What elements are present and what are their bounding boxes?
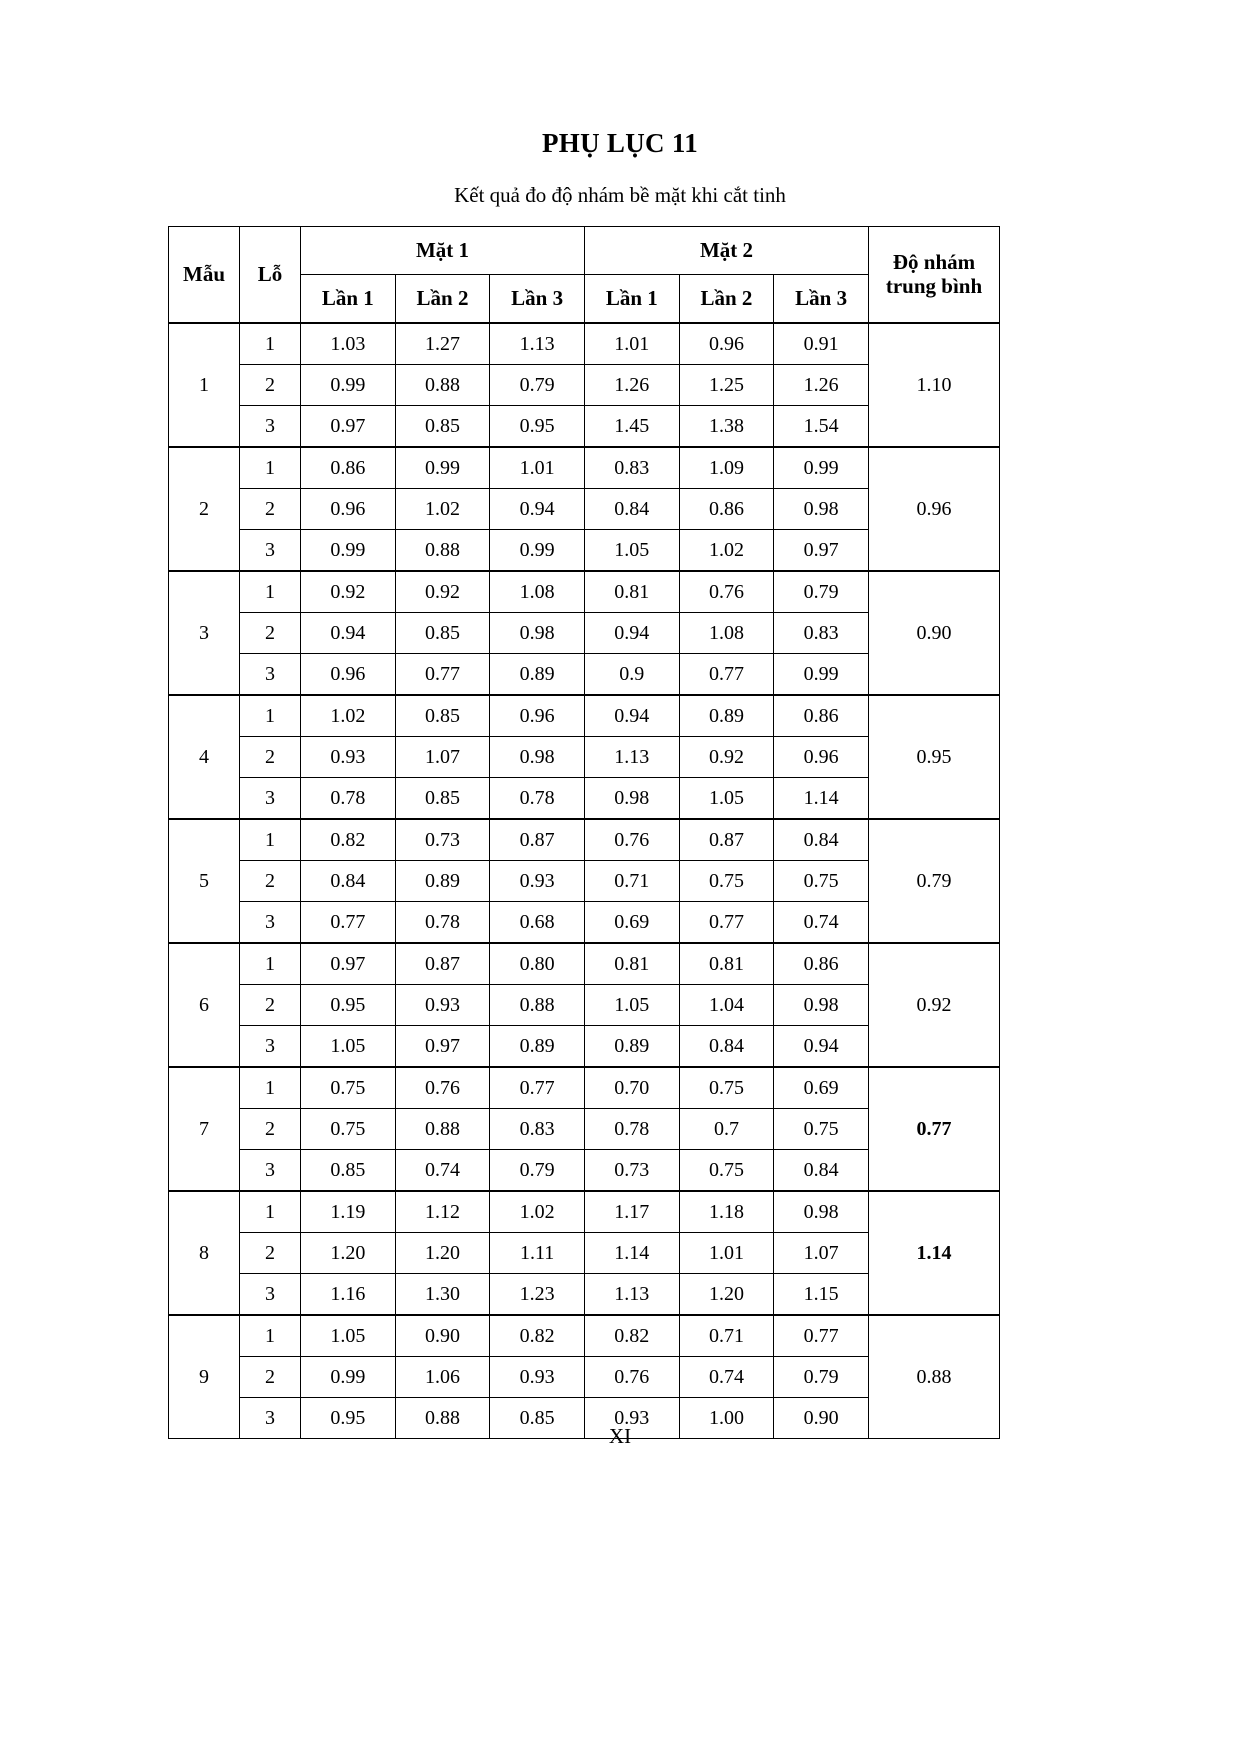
cell-hole: 1 xyxy=(240,1067,301,1109)
cell-sample: 5 xyxy=(169,819,240,943)
cell-measurement-face2-trial3: 0.74 xyxy=(774,902,869,944)
cell-measurement-face1-trial2: 0.74 xyxy=(395,1150,490,1192)
cell-measurement-face2-trial2: 0.96 xyxy=(679,323,774,365)
cell-measurement-face1-trial3: 0.78 xyxy=(490,778,585,820)
header-average-line-2: trung bình xyxy=(885,273,983,298)
cell-sample: 9 xyxy=(169,1315,240,1439)
cell-measurement-face2-trial3: 0.99 xyxy=(774,447,869,489)
cell-measurement-face1-trial1: 0.92 xyxy=(301,571,396,613)
cell-measurement-face2-trial3: 0.86 xyxy=(774,943,869,985)
header-face1-trial-1: Lần 1 xyxy=(301,275,396,324)
cell-measurement-face2-trial3: 1.26 xyxy=(774,365,869,406)
cell-measurement-face2-trial2: 1.05 xyxy=(679,778,774,820)
cell-measurement-face2-trial3: 0.86 xyxy=(774,695,869,737)
cell-measurement-face1-trial2: 1.07 xyxy=(395,737,490,778)
cell-hole: 1 xyxy=(240,819,301,861)
cell-measurement-face1-trial3: 0.99 xyxy=(490,530,585,572)
cell-measurement-face2-trial3: 0.97 xyxy=(774,530,869,572)
table-head xyxy=(169,227,1000,324)
cell-measurement-face2-trial1: 0.94 xyxy=(584,695,679,737)
cell-measurement-face2-trial2: 1.20 xyxy=(679,1274,774,1316)
cell-measurement-face1-trial2: 0.88 xyxy=(395,1109,490,1150)
cell-measurement-face2-trial3: 0.69 xyxy=(774,1067,869,1109)
cell-measurement-face2-trial3: 0.79 xyxy=(774,1357,869,1398)
cell-measurement-face1-trial2: 0.92 xyxy=(395,571,490,613)
cell-hole: 3 xyxy=(240,654,301,696)
cell-average-roughness: 1.10 xyxy=(869,323,1000,447)
cell-measurement-face2-trial3: 0.98 xyxy=(774,489,869,530)
cell-hole: 1 xyxy=(240,571,301,613)
cell-measurement-face2-trial2: 1.02 xyxy=(679,530,774,572)
cell-hole: 2 xyxy=(240,613,301,654)
cell-measurement-face1-trial3: 0.79 xyxy=(490,1150,585,1192)
table-body xyxy=(169,323,1000,1439)
cell-hole: 1 xyxy=(240,323,301,365)
cell-measurement-face2-trial3: 0.90 xyxy=(774,1398,869,1439)
cell-measurement-face1-trial1: 1.20 xyxy=(301,1233,396,1274)
cell-measurement-face1-trial1: 0.75 xyxy=(301,1109,396,1150)
cell-measurement-face2-trial1: 0.94 xyxy=(584,613,679,654)
cell-hole: 1 xyxy=(240,1315,301,1357)
cell-sample: 4 xyxy=(169,695,240,819)
table-row xyxy=(169,1067,1000,1109)
cell-average-roughness: 0.92 xyxy=(869,943,1000,1067)
cell-measurement-face1-trial2: 0.93 xyxy=(395,985,490,1026)
cell-measurement-face1-trial3: 1.11 xyxy=(490,1233,585,1274)
cell-average-roughness: 0.95 xyxy=(869,695,1000,819)
cell-measurement-face1-trial1: 0.95 xyxy=(301,985,396,1026)
cell-measurement-face1-trial1: 0.96 xyxy=(301,654,396,696)
cell-measurement-face1-trial1: 0.99 xyxy=(301,1357,396,1398)
cell-measurement-face2-trial1: 0.76 xyxy=(584,819,679,861)
cell-hole: 3 xyxy=(240,530,301,572)
cell-measurement-face1-trial3: 0.89 xyxy=(490,654,585,696)
page-title: PHỤ LỤC 11 xyxy=(541,128,698,158)
cell-measurement-face2-trial3: 0.83 xyxy=(774,613,869,654)
cell-measurement-face1-trial1: 0.99 xyxy=(301,365,396,406)
cell-measurement-face2-trial1: 0.81 xyxy=(584,943,679,985)
cell-measurement-face2-trial2: 1.09 xyxy=(679,447,774,489)
cell-measurement-face1-trial1: 0.96 xyxy=(301,489,396,530)
cell-measurement-face2-trial1: 0.71 xyxy=(584,861,679,902)
cell-measurement-face1-trial2: 1.27 xyxy=(395,323,490,365)
cell-sample: 6 xyxy=(169,943,240,1067)
cell-measurement-face1-trial2: 0.85 xyxy=(395,613,490,654)
page-number: XI xyxy=(608,1424,632,1448)
cell-measurement-face1-trial2: 1.06 xyxy=(395,1357,490,1398)
cell-measurement-face2-trial2: 0.86 xyxy=(679,489,774,530)
cell-measurement-face2-trial3: 0.84 xyxy=(774,819,869,861)
cell-measurement-face1-trial3: 1.23 xyxy=(490,1274,585,1316)
cell-measurement-face2-trial1: 1.05 xyxy=(584,530,679,572)
cell-measurement-face2-trial1: 0.89 xyxy=(584,1026,679,1068)
cell-measurement-face2-trial1: 0.82 xyxy=(584,1315,679,1357)
header-face-1: Mặt 1 xyxy=(301,227,585,275)
cell-measurement-face1-trial2: 0.90 xyxy=(395,1315,490,1357)
cell-measurement-face1-trial1: 0.86 xyxy=(301,447,396,489)
cell-hole: 3 xyxy=(240,778,301,820)
cell-measurement-face2-trial2: 0.74 xyxy=(679,1357,774,1398)
cell-measurement-face2-trial3: 0.98 xyxy=(774,985,869,1026)
cell-measurement-face1-trial2: 0.89 xyxy=(395,861,490,902)
cell-measurement-face1-trial3: 0.98 xyxy=(490,613,585,654)
cell-measurement-face2-trial1: 1.13 xyxy=(584,737,679,778)
cell-hole: 2 xyxy=(240,489,301,530)
cell-hole: 2 xyxy=(240,365,301,406)
cell-measurement-face2-trial3: 0.91 xyxy=(774,323,869,365)
cell-measurement-face2-trial1: 0.83 xyxy=(584,447,679,489)
cell-measurement-face1-trial3: 0.89 xyxy=(490,1026,585,1068)
cell-sample: 8 xyxy=(169,1191,240,1315)
cell-measurement-face1-trial3: 0.80 xyxy=(490,943,585,985)
header-average xyxy=(869,227,1000,324)
cell-measurement-face2-trial1: 0.93 xyxy=(584,1398,679,1439)
cell-measurement-face2-trial1: 1.17 xyxy=(584,1191,679,1233)
cell-hole: 1 xyxy=(240,695,301,737)
cell-hole: 2 xyxy=(240,1109,301,1150)
cell-measurement-face1-trial2: 0.85 xyxy=(395,778,490,820)
header-row-top xyxy=(169,227,1000,275)
cell-measurement-face2-trial3: 0.75 xyxy=(774,1109,869,1150)
cell-measurement-face2-trial1: 0.70 xyxy=(584,1067,679,1109)
cell-measurement-face2-trial1: 1.13 xyxy=(584,1274,679,1316)
cell-sample: 1 xyxy=(169,323,240,447)
cell-measurement-face2-trial2: 0.75 xyxy=(679,1067,774,1109)
cell-hole: 1 xyxy=(240,447,301,489)
cell-measurement-face2-trial2: 0.77 xyxy=(679,654,774,696)
roughness-table xyxy=(168,226,1000,1439)
cell-measurement-face2-trial3: 0.94 xyxy=(774,1026,869,1068)
cell-measurement-face2-trial1: 1.05 xyxy=(584,985,679,1026)
cell-sample: 7 xyxy=(169,1067,240,1191)
cell-measurement-face2-trial1: 1.01 xyxy=(584,323,679,365)
header-sample: Mẫu xyxy=(169,227,240,324)
cell-measurement-face2-trial3: 0.84 xyxy=(774,1150,869,1192)
cell-measurement-face2-trial2: 0.81 xyxy=(679,943,774,985)
cell-measurement-face2-trial2: 0.92 xyxy=(679,737,774,778)
cell-measurement-face2-trial2: 1.00 xyxy=(679,1398,774,1439)
cell-measurement-face1-trial1: 1.05 xyxy=(301,1315,396,1357)
cell-measurement-face2-trial1: 0.81 xyxy=(584,571,679,613)
table-row xyxy=(169,323,1000,365)
cell-measurement-face1-trial1: 0.82 xyxy=(301,819,396,861)
table-row xyxy=(169,1315,1000,1357)
cell-measurement-face1-trial1: 0.97 xyxy=(301,406,396,448)
table-row xyxy=(169,447,1000,489)
header-face1-trial-2: Lần 2 xyxy=(395,275,490,324)
cell-hole: 3 xyxy=(240,1026,301,1068)
cell-measurement-face1-trial3: 0.82 xyxy=(490,1315,585,1357)
cell-measurement-face1-trial1: 0.93 xyxy=(301,737,396,778)
cell-measurement-face1-trial3: 0.68 xyxy=(490,902,585,944)
cell-hole: 3 xyxy=(240,1398,301,1439)
cell-measurement-face2-trial2: 0.71 xyxy=(679,1315,774,1357)
cell-measurement-face2-trial3: 0.77 xyxy=(774,1315,869,1357)
cell-measurement-face1-trial1: 1.16 xyxy=(301,1274,396,1316)
cell-measurement-face2-trial2: 0.7 xyxy=(679,1109,774,1150)
cell-measurement-face2-trial3: 0.75 xyxy=(774,861,869,902)
cell-average-roughness: 0.96 xyxy=(869,447,1000,571)
cell-measurement-face1-trial2: 1.30 xyxy=(395,1274,490,1316)
cell-measurement-face1-trial2: 0.73 xyxy=(395,819,490,861)
cell-measurement-face2-trial2: 0.89 xyxy=(679,695,774,737)
cell-measurement-face1-trial3: 0.83 xyxy=(490,1109,585,1150)
table-row xyxy=(169,943,1000,985)
header-face2-trial-1: Lần 1 xyxy=(584,275,679,324)
cell-measurement-face2-trial3: 1.15 xyxy=(774,1274,869,1316)
cell-measurement-face2-trial3: 0.96 xyxy=(774,737,869,778)
cell-measurement-face1-trial3: 0.94 xyxy=(490,489,585,530)
cell-sample: 3 xyxy=(169,571,240,695)
cell-measurement-face2-trial1: 0.76 xyxy=(584,1357,679,1398)
cell-measurement-face1-trial3: 0.93 xyxy=(490,1357,585,1398)
cell-measurement-face2-trial3: 0.98 xyxy=(774,1191,869,1233)
header-face2-trial-2: Lần 2 xyxy=(679,275,774,324)
table-row xyxy=(169,571,1000,613)
cell-measurement-face1-trial3: 0.85 xyxy=(490,1398,585,1439)
cell-measurement-face1-trial3: 0.95 xyxy=(490,406,585,448)
cell-hole: 3 xyxy=(240,902,301,944)
cell-measurement-face1-trial1: 0.95 xyxy=(301,1398,396,1439)
cell-measurement-face1-trial1: 0.94 xyxy=(301,613,396,654)
cell-measurement-face1-trial2: 0.88 xyxy=(395,365,490,406)
cell-measurement-face1-trial2: 0.85 xyxy=(395,406,490,448)
cell-average-roughness: 0.90 xyxy=(869,571,1000,695)
cell-measurement-face1-trial3: 1.02 xyxy=(490,1191,585,1233)
cell-hole: 3 xyxy=(240,1150,301,1192)
cell-measurement-face1-trial1: 0.75 xyxy=(301,1067,396,1109)
cell-measurement-face1-trial1: 1.03 xyxy=(301,323,396,365)
cell-measurement-face2-trial1: 0.78 xyxy=(584,1109,679,1150)
cell-measurement-face1-trial3: 0.96 xyxy=(490,695,585,737)
cell-measurement-face1-trial2: 1.20 xyxy=(395,1233,490,1274)
cell-hole: 2 xyxy=(240,861,301,902)
cell-measurement-face2-trial2: 1.18 xyxy=(679,1191,774,1233)
table-row xyxy=(169,819,1000,861)
cell-measurement-face2-trial3: 0.99 xyxy=(774,654,869,696)
header-face2-trial-3: Lần 3 xyxy=(774,275,869,324)
cell-measurement-face1-trial1: 1.19 xyxy=(301,1191,396,1233)
cell-measurement-face1-trial3: 0.79 xyxy=(490,365,585,406)
cell-hole: 2 xyxy=(240,1233,301,1274)
cell-measurement-face1-trial3: 0.98 xyxy=(490,737,585,778)
page-subtitle: Kết quả đo độ nhám bề mặt khi cắt tinh xyxy=(454,183,786,207)
cell-measurement-face1-trial3: 1.13 xyxy=(490,323,585,365)
cell-hole: 1 xyxy=(240,943,301,985)
cell-measurement-face1-trial2: 0.87 xyxy=(395,943,490,985)
cell-measurement-face2-trial1: 0.73 xyxy=(584,1150,679,1192)
cell-measurement-face1-trial2: 0.99 xyxy=(395,447,490,489)
cell-measurement-face2-trial1: 0.69 xyxy=(584,902,679,944)
cell-measurement-face2-trial1: 1.14 xyxy=(584,1233,679,1274)
cell-measurement-face1-trial3: 0.88 xyxy=(490,985,585,1026)
cell-hole: 3 xyxy=(240,406,301,448)
cell-hole: 1 xyxy=(240,1191,301,1233)
cell-measurement-face1-trial3: 0.77 xyxy=(490,1067,585,1109)
cell-measurement-face1-trial2: 0.77 xyxy=(395,654,490,696)
cell-measurement-face1-trial1: 1.05 xyxy=(301,1026,396,1068)
cell-measurement-face2-trial2: 0.77 xyxy=(679,902,774,944)
header-face-2: Mặt 2 xyxy=(584,227,868,275)
cell-measurement-face2-trial2: 1.08 xyxy=(679,613,774,654)
cell-measurement-face2-trial2: 0.75 xyxy=(679,861,774,902)
cell-hole: 2 xyxy=(240,737,301,778)
cell-measurement-face1-trial2: 0.88 xyxy=(395,1398,490,1439)
cell-measurement-face2-trial3: 0.79 xyxy=(774,571,869,613)
cell-measurement-face2-trial3: 1.54 xyxy=(774,406,869,448)
cell-measurement-face2-trial2: 1.38 xyxy=(679,406,774,448)
cell-measurement-face1-trial1: 0.99 xyxy=(301,530,396,572)
cell-measurement-face1-trial1: 1.02 xyxy=(301,695,396,737)
cell-measurement-face1-trial2: 0.97 xyxy=(395,1026,490,1068)
cell-measurement-face2-trial3: 1.14 xyxy=(774,778,869,820)
header-hole: Lỗ xyxy=(240,227,301,324)
cell-measurement-face2-trial2: 1.04 xyxy=(679,985,774,1026)
table-row xyxy=(169,1191,1000,1233)
header-face1-trial-3: Lần 3 xyxy=(490,275,585,324)
cell-hole: 3 xyxy=(240,1274,301,1316)
cell-measurement-face1-trial3: 0.93 xyxy=(490,861,585,902)
cell-average-roughness: 0.88 xyxy=(869,1315,1000,1439)
cell-measurement-face1-trial2: 1.12 xyxy=(395,1191,490,1233)
table-row xyxy=(169,695,1000,737)
cell-measurement-face1-trial1: 0.97 xyxy=(301,943,396,985)
cell-measurement-face1-trial1: 0.84 xyxy=(301,861,396,902)
cell-measurement-face1-trial2: 0.85 xyxy=(395,695,490,737)
roughness-table-container xyxy=(168,226,1000,1439)
cell-measurement-face2-trial1: 0.84 xyxy=(584,489,679,530)
cell-measurement-face1-trial3: 1.08 xyxy=(490,571,585,613)
cell-measurement-face1-trial1: 0.85 xyxy=(301,1150,396,1192)
cell-measurement-face1-trial1: 0.77 xyxy=(301,902,396,944)
cell-measurement-face1-trial2: 1.02 xyxy=(395,489,490,530)
cell-measurement-face2-trial2: 0.87 xyxy=(679,819,774,861)
cell-average-roughness: 0.77 xyxy=(869,1067,1000,1191)
cell-measurement-face2-trial1: 0.98 xyxy=(584,778,679,820)
cell-measurement-face2-trial2: 1.25 xyxy=(679,365,774,406)
cell-measurement-face2-trial1: 1.26 xyxy=(584,365,679,406)
cell-measurement-face1-trial2: 0.76 xyxy=(395,1067,490,1109)
cell-measurement-face2-trial3: 1.07 xyxy=(774,1233,869,1274)
cell-measurement-face1-trial3: 1.01 xyxy=(490,447,585,489)
cell-average-roughness: 1.14 xyxy=(869,1191,1000,1315)
cell-measurement-face2-trial1: 1.45 xyxy=(584,406,679,448)
cell-measurement-face2-trial1: 0.9 xyxy=(584,654,679,696)
cell-hole: 2 xyxy=(240,1357,301,1398)
cell-measurement-face1-trial1: 0.78 xyxy=(301,778,396,820)
cell-measurement-face2-trial2: 1.01 xyxy=(679,1233,774,1274)
cell-measurement-face2-trial2: 0.84 xyxy=(679,1026,774,1068)
cell-sample: 2 xyxy=(169,447,240,571)
cell-measurement-face1-trial2: 0.78 xyxy=(395,902,490,944)
cell-measurement-face1-trial2: 0.88 xyxy=(395,530,490,572)
header-average-line-1: Độ nhám xyxy=(892,250,976,275)
cell-measurement-face2-trial2: 0.75 xyxy=(679,1150,774,1192)
cell-measurement-face1-trial3: 0.87 xyxy=(490,819,585,861)
cell-measurement-face2-trial2: 0.76 xyxy=(679,571,774,613)
cell-hole: 2 xyxy=(240,985,301,1026)
cell-average-roughness: 0.79 xyxy=(869,819,1000,943)
